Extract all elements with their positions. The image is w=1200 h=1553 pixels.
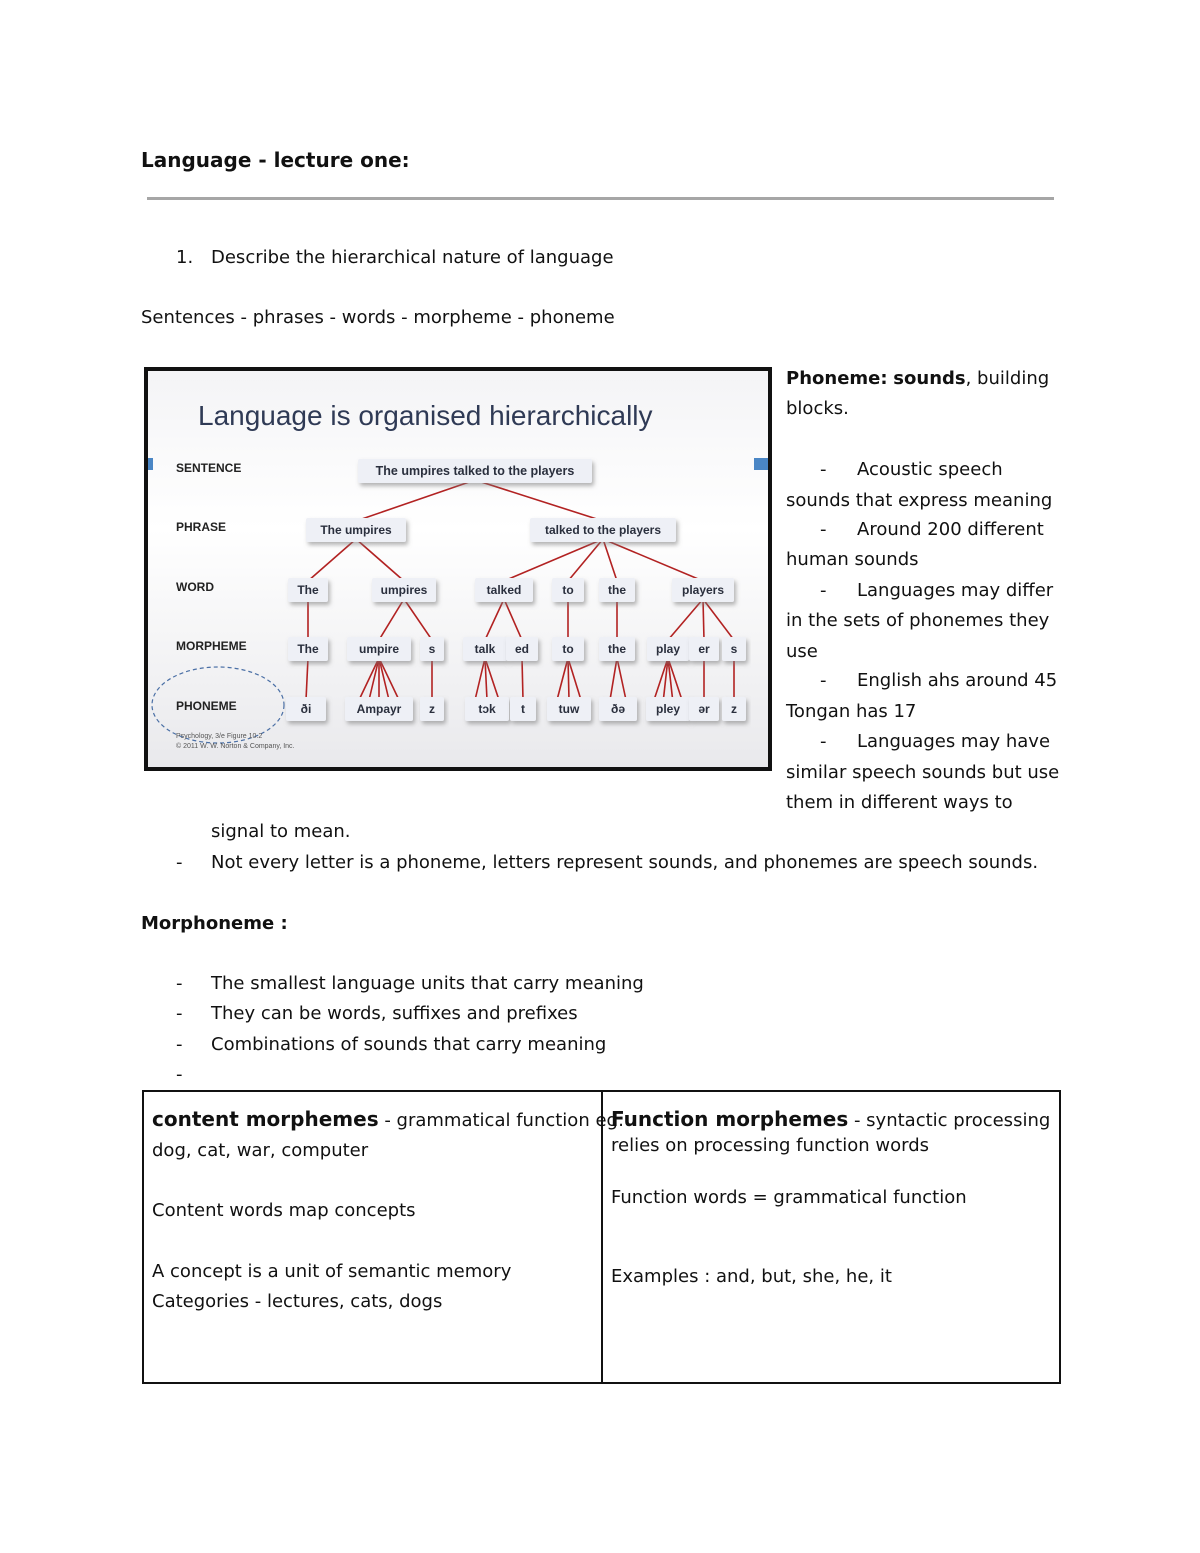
page-title: Language - lecture one: [141,148,410,172]
bullet-dash: - [176,1034,183,1055]
morphoneme-heading: Morphoneme : [141,913,288,934]
tree-edge [485,599,504,640]
phoneme-node-8 [646,697,690,721]
bullet-dash: - [176,1003,183,1024]
phrase-node-1 [306,518,406,542]
morpheme-node-s-2-label: s [730,642,738,656]
tree-edge [603,539,617,581]
hierarchy-slide-figure [144,367,772,771]
level-label-phoneme: PHONEME [176,699,237,713]
content-morphemes-title-rest: - grammatical function eg: [378,1110,625,1131]
list-number: 1. [176,247,194,268]
morpheme-node-talk [463,637,507,661]
bullet-dash: - [820,670,827,691]
content-words-note: Content words map concepts [152,1200,416,1221]
function-morphemes-title-rest: - syntactic processing [848,1110,1051,1131]
phrase-node-2 [530,518,676,542]
morpheme-node-play [647,637,689,661]
sentence-node-label: The umpires talked to the players [375,464,575,478]
morpheme-node-er [689,637,719,661]
phoneme-bullet-3b: in the sets of phonemes they [786,610,1050,631]
morpheme-node-the [288,637,328,661]
phoneme-bullet-5a: Languages may have [857,731,1051,752]
morpheme-node-umpire-label: umpire [358,642,400,656]
word-node-talked [475,578,533,602]
phoneme-bullet-4b: Tongan has 17 [786,701,917,722]
phoneme-bullet-5b: similar speech sounds but use [786,762,1060,783]
slide-credit-2: © 2011 W. W. Norton & Company, Inc. [176,743,295,750]
tree-edge [568,539,603,581]
phoneme-node-2 [345,697,413,721]
phoneme-node-6-label: tuw [558,702,580,716]
sentence-node [358,459,592,483]
tree-edge [703,599,734,640]
word-node-the [288,578,328,602]
morpheme-node-the-2-label: the [608,642,626,656]
phoneme-node-4-label: tɔk [478,702,496,716]
tree-edge [568,658,569,700]
tree-edge [475,658,485,700]
morpheme-node-play-label: play [655,642,681,656]
phoneme-node-10-label: z [731,702,737,716]
tree-edge [308,539,356,581]
slide-heading: Language is organised hierarchically [198,400,653,431]
bullet-dash: - [176,852,183,873]
question-text: Describe the hierarchical nature of language [211,247,614,268]
tree-edge [306,658,308,700]
tree-edge [557,658,568,700]
content-morphemes-examples: dog, cat, war, computer [152,1140,369,1161]
morpheme-node-to [552,637,584,661]
phoneme-definition-line1 [786,364,1056,394]
word-node-the-label: The [297,583,319,597]
word-node-the-2 [599,578,635,602]
phoneme-bullet-2a: Around 200 different [857,519,1044,540]
tree-edge [703,599,704,640]
phoneme-node-9-label: ər [698,702,710,716]
phoneme-definition-rest: , building [965,368,1050,389]
bullet-dash: - [820,580,827,601]
tree-edge [379,658,389,700]
phoneme-node-3-label: z [429,702,435,716]
phoneme-node-7 [599,697,637,721]
tree-edge [668,599,703,640]
morpheme-table [142,1090,1061,1384]
phoneme-bullet-3a: Languages may differ [857,580,1054,601]
tree-edge [522,658,523,700]
word-node-to-label: to [562,583,574,597]
function-examples: Examples : and, but, she, he, it [611,1266,892,1287]
hierarchy-line: Sentences - phrases - words - morpheme - phoneme [141,307,615,328]
function-words-note: Function words = grammatical function [611,1187,967,1208]
tree-edge [568,658,581,700]
content-morphemes-title: content morphemes [152,1107,379,1131]
tree-edge [603,539,703,581]
phoneme-bullet-5d: signal to mean. [211,821,351,842]
phoneme-bullet-3c: use [786,641,818,662]
slide-credit-1: Psychology, 3/e Figure 10.2 [176,733,263,740]
level-label-word: WORD [176,580,214,594]
phoneme-bullet-2b: human sounds [786,549,919,570]
tree-edge [504,539,603,581]
bullet-dash: - [820,731,827,752]
tree-edge [356,480,475,521]
phoneme-bullet-5c: them in different ways to [786,792,1013,813]
morpheme-node-talk-label: talk [474,642,496,656]
bullet-dash: - [820,519,827,540]
word-node-talked-label: talked [486,583,522,597]
phoneme-bullet-4a: English ahs around 45 [857,670,1058,691]
function-morphemes-title: Function morphemes [611,1107,849,1131]
word-node-umpires-label: umpires [380,583,428,597]
morpheme-node-umpire [347,637,411,661]
level-label-morpheme: MORPHEME [176,639,247,653]
tree-edge [356,539,404,581]
phoneme-definition-line2: blocks. [786,398,849,419]
phoneme-node-2-label: Ampayr [356,702,402,716]
level-label-sentence: SENTENCE [176,461,242,475]
phoneme-node-4 [465,697,509,721]
phoneme-sounds-word: sounds [893,368,966,389]
hierarchy-tree-diagram [148,371,768,767]
content-morphemes-title-line [152,1104,624,1136]
word-node-players [672,578,734,602]
morpheme-node-ed [506,637,538,661]
word-node-players-label: players [681,583,725,597]
phoneme-node-3 [420,697,444,721]
morpheme-node-s [420,637,444,661]
tree-edge [610,658,617,700]
tree-edge [617,658,626,700]
phoneme-bullet-1b: sounds that express meaning [786,490,1053,511]
tree-edge [369,658,379,700]
slide-left-marker [148,458,153,470]
phrase-node-1-label: The umpires [320,523,392,537]
phrase-node-2-label: talked to the players [544,523,662,537]
bullet-dash: - [176,973,183,994]
letters-note: Not every letter is a phoneme, letters represent sounds, and phonemes are speech sounds. [211,852,1039,873]
tree-edge [379,658,399,700]
phoneme-node-5-label: t [521,702,525,716]
word-node-the-2-label: the [608,583,626,597]
morpheme-node-to-label: to [562,642,574,656]
bullet-dash: - [820,459,827,480]
morpheme-node-the-label: The [297,642,319,656]
level-label-phrase: PHRASE [176,520,227,534]
phoneme-node-9 [689,697,719,721]
morpheme-node-er-label: er [698,642,710,656]
phoneme-node-1 [286,697,326,721]
morpheme-node-the-2 [599,637,635,661]
phoneme-bullet-1a: Acoustic speech [857,459,1003,480]
phoneme-node-10 [722,697,746,721]
phoneme-node-1-label: ði [300,702,312,716]
morphoneme-bullet-2: They can be words, suffixes and prefixes [211,1003,578,1024]
tree-edge [404,599,432,640]
morphoneme-bullet-1: The smallest language units that carry meaning [211,973,644,994]
tree-edge [379,599,404,640]
horizontal-rule [147,197,1054,200]
categories-note: Categories - lectures, cats, dogs [152,1291,443,1312]
phoneme-node-5 [510,697,536,721]
morpheme-node-ed-label: ed [514,642,530,656]
phoneme-node-7-label: ðə [610,702,626,716]
bullet-dash: - [176,1064,183,1085]
phoneme-node-6 [547,697,591,721]
morpheme-node-s-label: s [428,642,436,656]
function-processing-note: relies on processing function words [611,1135,929,1156]
morpheme-node-s-2 [722,637,746,661]
morphoneme-bullet-3: Combinations of sounds that carry meaning [211,1034,607,1055]
tree-edge [359,658,379,700]
phoneme-node-8-label: pley [655,702,681,716]
phoneme-label: Phoneme: [786,368,888,389]
word-node-to [552,578,584,602]
tree-edge [475,480,603,521]
concept-note: A concept is a unit of semantic memory [152,1261,512,1282]
word-node-umpires [372,578,436,602]
slide-right-marker [754,458,768,470]
tree-edge [504,599,522,640]
